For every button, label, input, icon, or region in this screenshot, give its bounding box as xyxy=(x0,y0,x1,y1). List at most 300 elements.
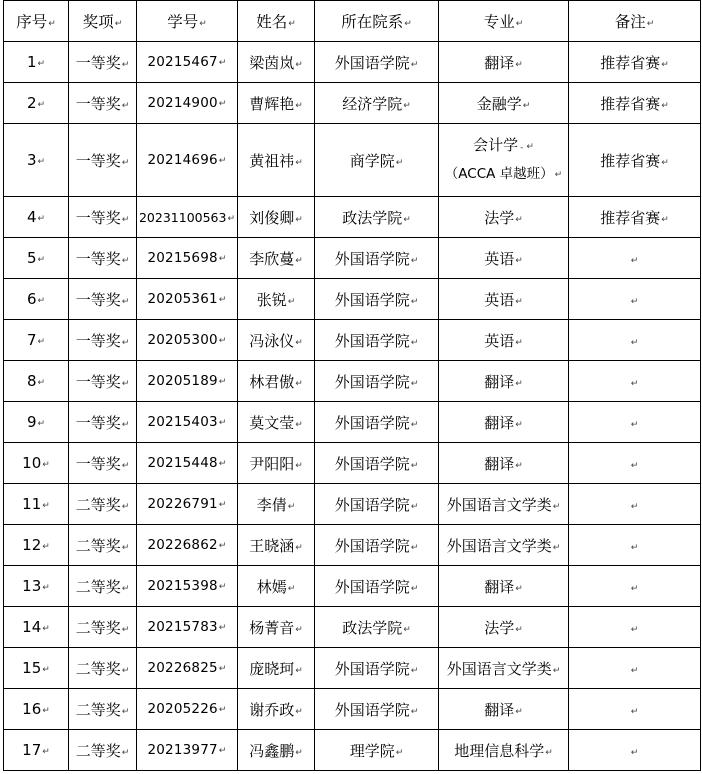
cell-student-id-text: 20205361 xyxy=(147,291,218,307)
cell-major-text: 英语 xyxy=(484,290,515,309)
cell-name-text: 梁茵岚 xyxy=(249,53,295,72)
cell-major xyxy=(439,238,569,279)
table-row xyxy=(4,689,701,730)
cell-award-text: 一等奖 xyxy=(75,151,121,170)
return-arrow-icon: ↵ xyxy=(515,419,523,430)
cell-award-text: 二等奖 xyxy=(75,659,121,678)
cell-department xyxy=(315,42,439,83)
cell-note-text: 推荐省赛 xyxy=(600,94,661,113)
cell-index xyxy=(4,525,69,566)
table-row xyxy=(4,279,701,320)
cell-note xyxy=(569,238,701,279)
cell-index xyxy=(4,279,69,320)
cell-index-text: 6 xyxy=(26,290,37,308)
cell-award xyxy=(69,730,137,771)
award-table xyxy=(3,0,701,771)
cell-major-text: 翻译 xyxy=(484,53,515,72)
cell-student-id xyxy=(137,607,238,648)
cell-student-id-text: 20214696 xyxy=(147,152,218,168)
return-arrow-icon: ↵ xyxy=(403,214,411,225)
cell-major xyxy=(439,607,569,648)
cell-major xyxy=(439,566,569,607)
cell-student-id xyxy=(137,320,238,361)
cell-student-id xyxy=(137,279,238,320)
cell-index-text: 5 xyxy=(26,249,37,267)
cell-index xyxy=(4,648,69,689)
cell-major-text: 英语 xyxy=(484,249,515,268)
cell-department xyxy=(315,402,439,443)
cell-note xyxy=(569,689,701,730)
cell-index xyxy=(4,689,69,730)
return-arrow-icon: ↵ xyxy=(630,379,639,389)
return-arrow-icon: ↵ xyxy=(515,214,523,225)
cell-student-id-text: 20205300 xyxy=(147,332,218,348)
table-row xyxy=(4,124,701,197)
return-arrow-icon: ↵ xyxy=(410,706,419,717)
return-arrow-icon: ↵ xyxy=(410,59,419,70)
return-arrow-icon: ↵ xyxy=(630,256,639,266)
cell-department-text: 外国语学院 xyxy=(334,249,410,268)
return-arrow-icon: ↵ xyxy=(218,664,227,674)
return-arrow-icon: ↵ xyxy=(218,156,227,166)
return-arrow-icon: ↵ xyxy=(295,59,303,70)
cell-department-text: 外国语学院 xyxy=(334,290,410,309)
cell-major xyxy=(439,124,569,197)
cell-award-text: 二等奖 xyxy=(75,577,121,596)
cell-index-text: 10 xyxy=(22,454,42,472)
cell-major-text: 英语 xyxy=(484,331,515,350)
return-arrow-icon: ↵ xyxy=(630,502,639,512)
table-row xyxy=(4,525,701,566)
cell-note xyxy=(569,361,701,402)
return-arrow-icon: ↵ xyxy=(545,747,553,758)
return-arrow-icon: ↵ xyxy=(295,542,303,553)
cell-name-text: 曹辉艳 xyxy=(249,94,295,113)
cell-award-text: 一等奖 xyxy=(75,53,121,72)
return-arrow-icon: ↵ xyxy=(630,748,639,758)
cell-major-text: 地理信息科学 xyxy=(454,741,545,760)
return-arrow-icon: ↵ xyxy=(218,377,227,387)
return-arrow-icon: ↵ xyxy=(554,169,563,180)
cell-award-text: 一等奖 xyxy=(75,331,121,350)
cell-major xyxy=(439,525,569,566)
cell-name-text: 庞晓珂 xyxy=(249,659,295,678)
cell-department xyxy=(315,607,439,648)
cell-major xyxy=(439,443,569,484)
return-arrow-icon: ↵ xyxy=(227,213,236,224)
cell-index-text: 4 xyxy=(26,208,37,226)
header-cell-award: 奖项↵ xyxy=(69,1,137,42)
cell-index xyxy=(4,402,69,443)
return-arrow-icon: ↵ xyxy=(218,746,227,756)
cell-index-text: 8 xyxy=(26,372,37,390)
cell-department-text: 外国语学院 xyxy=(334,454,410,473)
return-arrow-icon: ↵ xyxy=(218,418,227,428)
return-arrow-icon: ↵ xyxy=(515,460,523,471)
return-arrow-icon: ↵ xyxy=(42,460,50,470)
return-arrow-icon: ↵ xyxy=(404,19,412,29)
cell-department-text: 外国语学院 xyxy=(334,700,410,719)
return-arrow-icon: ↵ xyxy=(630,297,639,307)
return-arrow-icon: ↵ xyxy=(295,255,303,266)
cell-award xyxy=(69,607,137,648)
return-arrow-icon: ↵ xyxy=(295,460,303,471)
cell-index xyxy=(4,566,69,607)
table-row xyxy=(4,648,701,689)
cell-index xyxy=(4,484,69,525)
table-row xyxy=(4,607,701,648)
cell-award xyxy=(69,689,137,730)
cell-note xyxy=(569,83,701,124)
cell-major xyxy=(439,361,569,402)
header-cell-name: 姓名↵ xyxy=(238,1,315,42)
return-arrow-icon: ↵ xyxy=(287,296,296,307)
cell-department xyxy=(315,484,439,525)
return-arrow-icon: ↵ xyxy=(410,542,419,553)
header-cell-note: 备注↵ xyxy=(569,1,701,42)
cell-index-text: 13 xyxy=(22,577,42,595)
cell-award xyxy=(69,525,137,566)
return-arrow-icon: ↵ xyxy=(121,747,130,758)
cell-student-id xyxy=(137,689,238,730)
return-arrow-icon: ↵ xyxy=(403,100,411,111)
cell-index xyxy=(4,42,69,83)
cell-note xyxy=(569,484,701,525)
return-arrow-icon: ↵ xyxy=(630,420,639,430)
table-row xyxy=(4,484,701,525)
return-arrow-icon: ↵ xyxy=(287,583,296,594)
return-arrow-icon: ↵ xyxy=(218,623,227,633)
cell-note xyxy=(569,730,701,771)
cell-major-text: 翻译 xyxy=(484,413,515,432)
cell-major xyxy=(439,402,569,443)
return-arrow-icon: ↵ xyxy=(295,337,303,348)
cell-note xyxy=(569,402,701,443)
return-arrow-icon: ↵ xyxy=(37,419,46,429)
cell-major xyxy=(439,730,569,771)
return-arrow-icon: ↵ xyxy=(287,501,296,512)
cell-award-text: 二等奖 xyxy=(75,495,121,514)
cell-student-id xyxy=(137,361,238,402)
cell-index xyxy=(4,124,69,197)
header-cell-student-id: 学号↵ xyxy=(137,1,238,42)
return-arrow-icon: ↵ xyxy=(410,501,419,512)
cell-note xyxy=(569,525,701,566)
return-arrow-icon: ↵ xyxy=(121,583,130,594)
cell-award xyxy=(69,238,137,279)
cell-index-text: 12 xyxy=(22,536,42,554)
return-arrow-icon: ↵ xyxy=(410,583,419,594)
cell-student-id-text: 20205189 xyxy=(147,373,218,389)
cell-student-id-text: 20215448 xyxy=(147,455,218,471)
cell-award xyxy=(69,402,137,443)
table-row xyxy=(4,238,701,279)
cell-department-text: 外国语学院 xyxy=(334,53,410,72)
cell-award xyxy=(69,42,137,83)
cell-index-text: 7 xyxy=(26,331,37,349)
return-arrow-icon: ↵ xyxy=(121,100,130,111)
return-arrow-icon: ↵ xyxy=(295,157,303,168)
cell-name-text: 王晓涵 xyxy=(249,536,295,555)
cell-student-id xyxy=(137,730,238,771)
cell-name-text: 谢乔政 xyxy=(249,700,295,719)
return-arrow-icon: ↵ xyxy=(630,543,639,553)
header-cell-department: 所在院系↵ xyxy=(315,1,439,42)
return-arrow-icon: ↵ xyxy=(218,336,227,346)
return-arrow-icon: ↵ xyxy=(630,461,639,471)
cell-index xyxy=(4,197,69,238)
cell-student-id-text: 20213977 xyxy=(147,742,218,758)
return-arrow-icon: ↵ xyxy=(121,59,130,70)
cell-department xyxy=(315,689,439,730)
cell-major-text: 翻译 xyxy=(484,577,515,596)
cell-award xyxy=(69,566,137,607)
cell-index-text: 14 xyxy=(22,618,42,636)
return-arrow-icon: ↵ xyxy=(522,100,531,111)
cell-student-id xyxy=(137,525,238,566)
return-arrow-icon: ↵ xyxy=(218,58,227,68)
cell-student-id-text: 20226825 xyxy=(147,660,218,676)
return-arrow-icon: ↵ xyxy=(121,419,130,430)
cell-name xyxy=(238,320,315,361)
cell-major xyxy=(439,689,569,730)
cell-department-text: 外国语学院 xyxy=(334,331,410,350)
cell-department xyxy=(315,238,439,279)
cell-department-text: 商学院 xyxy=(349,151,395,170)
return-arrow-icon: ↵ xyxy=(218,459,227,469)
return-arrow-icon: ↵ xyxy=(199,19,207,29)
cell-department-text: 经济学院 xyxy=(342,94,403,113)
cell-award xyxy=(69,443,137,484)
cell-name xyxy=(238,730,315,771)
return-arrow-icon: ↵ xyxy=(37,157,46,167)
cell-award xyxy=(69,484,137,525)
return-arrow-icon: ↵ xyxy=(515,337,523,348)
cell-note xyxy=(569,124,701,197)
cell-award xyxy=(69,124,137,197)
cell-student-id-text: 20215783 xyxy=(147,619,218,635)
return-arrow-icon: ↵ xyxy=(114,19,123,29)
cell-department-text: 外国语学院 xyxy=(334,413,410,432)
return-arrow-icon: ↵ xyxy=(403,624,411,635)
cell-department xyxy=(315,443,439,484)
cell-department xyxy=(315,320,439,361)
cell-student-id xyxy=(137,124,238,197)
return-arrow-icon: ↵ xyxy=(37,59,46,69)
table-row xyxy=(4,566,701,607)
cell-name-text: 冯泳仪 xyxy=(249,331,295,350)
cell-index-text: 11 xyxy=(22,495,42,513)
cell-major xyxy=(439,197,569,238)
cell-name xyxy=(238,525,315,566)
return-arrow-icon: ↵ xyxy=(295,100,303,111)
return-arrow-icon: ↵ xyxy=(410,337,419,348)
cell-award xyxy=(69,648,137,689)
cell-name xyxy=(238,197,315,238)
cell-name xyxy=(238,361,315,402)
table-row xyxy=(4,730,701,771)
return-arrow-icon: ↵ xyxy=(121,542,130,553)
cell-index-text: 9 xyxy=(26,413,37,431)
cell-index xyxy=(4,730,69,771)
cell-student-id xyxy=(137,566,238,607)
cell-note-text: 推荐省赛 xyxy=(600,53,661,72)
cell-student-id-text: 20205226 xyxy=(147,701,218,717)
return-arrow-icon: ↵ xyxy=(295,378,303,389)
cell-major-text: 法学 xyxy=(484,208,515,227)
return-arrow-icon: ↵ xyxy=(410,378,419,389)
return-arrow-icon: ↵ xyxy=(37,378,46,388)
cell-name-text: 刘俊卿 xyxy=(249,208,295,227)
return-arrow-icon: ↵ xyxy=(295,747,303,758)
return-arrow-icon: ↵ xyxy=(395,157,404,168)
return-arrow-icon: ↵ xyxy=(552,542,561,553)
cell-award-text: 一等奖 xyxy=(75,413,121,432)
major-line-2: （ACCA 卓越班） xyxy=(444,165,554,182)
return-arrow-icon: ↵ xyxy=(288,19,296,29)
return-arrow-icon: ↵ xyxy=(218,295,227,305)
cell-index-text: 1 xyxy=(26,53,37,71)
cell-index-text: 2 xyxy=(26,94,37,112)
return-arrow-icon: ↵ xyxy=(121,296,130,307)
table-row xyxy=(4,197,701,238)
return-arrow-icon: ↵ xyxy=(42,665,50,675)
return-arrow-icon: ↵ xyxy=(395,747,404,758)
table-body xyxy=(4,42,701,771)
cell-department-text: 外国语学院 xyxy=(334,577,410,596)
cell-department xyxy=(315,124,439,197)
return-arrow-icon: ↵ xyxy=(295,665,303,676)
cell-major xyxy=(439,279,569,320)
return-arrow-icon: ↵ xyxy=(295,706,303,717)
return-arrow-icon: ↵ xyxy=(218,99,227,109)
cell-award xyxy=(69,320,137,361)
cell-major-text: 翻译 xyxy=(484,454,515,473)
cell-name-text: 杨菁音 xyxy=(249,618,295,637)
return-arrow-icon: ↵ xyxy=(410,419,419,430)
cell-note xyxy=(569,320,701,361)
cell-major-text: 翻译 xyxy=(484,700,515,719)
cell-award-text: 二等奖 xyxy=(75,741,121,760)
cell-name xyxy=(238,648,315,689)
cell-name-text: 莫文莹 xyxy=(249,413,295,432)
return-arrow-icon: ↵ xyxy=(218,500,227,510)
return-arrow-icon: ↵ xyxy=(42,501,50,511)
return-arrow-icon: ↵ xyxy=(295,419,303,430)
cell-award xyxy=(69,279,137,320)
cell-department xyxy=(315,566,439,607)
return-arrow-icon: ↵ xyxy=(552,501,561,512)
return-arrow-icon: ↵ xyxy=(218,254,227,264)
return-arrow-icon: ↵ xyxy=(630,584,639,594)
return-arrow-icon: ↵ xyxy=(42,542,50,552)
cell-note xyxy=(569,42,701,83)
soft-hyphen-mark: - xyxy=(520,142,524,153)
return-arrow-icon: ↵ xyxy=(295,624,303,635)
cell-name xyxy=(238,238,315,279)
cell-index-text: 3 xyxy=(26,151,37,169)
cell-major-text: 金融学 xyxy=(476,94,522,113)
cell-index xyxy=(4,443,69,484)
cell-name-text: 黄祖祎 xyxy=(249,151,295,170)
cell-note xyxy=(569,648,701,689)
cell-department xyxy=(315,525,439,566)
cell-name xyxy=(238,124,315,197)
cell-note-text: 推荐省赛 xyxy=(600,151,661,170)
cell-index-text: 17 xyxy=(22,741,42,759)
cell-department xyxy=(315,361,439,402)
cell-award xyxy=(69,83,137,124)
return-arrow-icon: ↵ xyxy=(42,624,50,634)
cell-note xyxy=(569,443,701,484)
cell-department-text: 外国语学院 xyxy=(334,372,410,391)
return-arrow-icon: ↵ xyxy=(630,666,639,676)
table-row xyxy=(4,320,701,361)
return-arrow-icon: ↵ xyxy=(42,706,50,716)
cell-department xyxy=(315,83,439,124)
cell-student-id-text: 20214900 xyxy=(147,95,218,111)
cell-major xyxy=(439,320,569,361)
cell-student-id-text: 20226791 xyxy=(147,496,218,512)
cell-student-id xyxy=(137,197,238,238)
cell-award-text: 一等奖 xyxy=(75,372,121,391)
cell-award xyxy=(69,361,137,402)
return-arrow-icon: ↵ xyxy=(37,337,46,347)
return-arrow-icon: ↵ xyxy=(552,665,561,676)
cell-department-text: 政法学院 xyxy=(342,618,403,637)
table-row xyxy=(4,361,701,402)
header-cell-major: 专业↵ xyxy=(439,1,569,42)
return-arrow-icon: ↵ xyxy=(37,100,46,110)
cell-department-text: 外国语学院 xyxy=(334,536,410,555)
return-arrow-icon: ↵ xyxy=(121,501,130,512)
return-arrow-icon: ↵ xyxy=(121,337,130,348)
cell-department xyxy=(315,648,439,689)
cell-major-text: 翻译 xyxy=(484,372,515,391)
cell-name xyxy=(238,484,315,525)
table-row xyxy=(4,402,701,443)
cell-major xyxy=(439,484,569,525)
cell-note-text: 推荐省赛 xyxy=(600,208,661,227)
return-arrow-icon: ↵ xyxy=(218,541,227,551)
cell-note xyxy=(569,197,701,238)
return-arrow-icon: ↵ xyxy=(630,625,639,635)
return-arrow-icon: ↵ xyxy=(515,255,523,266)
cell-name xyxy=(238,402,315,443)
cell-major xyxy=(439,83,569,124)
cell-student-id-text: 20215698 xyxy=(147,250,218,266)
return-arrow-icon: ↵ xyxy=(218,582,227,592)
return-arrow-icon: ↵ xyxy=(37,255,46,265)
return-arrow-icon: ↵ xyxy=(630,338,639,348)
return-arrow-icon: ↵ xyxy=(515,706,523,717)
cell-index xyxy=(4,320,69,361)
cell-student-id xyxy=(137,42,238,83)
cell-award-text: 二等奖 xyxy=(75,700,121,719)
return-arrow-icon: ↵ xyxy=(515,19,524,29)
cell-name xyxy=(238,443,315,484)
cell-major-text: 外国语言文学类 xyxy=(446,659,552,678)
cell-award xyxy=(69,197,137,238)
return-arrow-icon: ↵ xyxy=(661,100,669,111)
cell-award-text: 一等奖 xyxy=(75,208,121,227)
cell-index xyxy=(4,238,69,279)
cell-name-text: 李欣蔓 xyxy=(249,249,295,268)
cell-index xyxy=(4,83,69,124)
cell-major-text: 外国语言文学类 xyxy=(446,536,552,555)
return-arrow-icon: ↵ xyxy=(661,157,669,168)
return-arrow-icon: ↵ xyxy=(42,747,50,757)
